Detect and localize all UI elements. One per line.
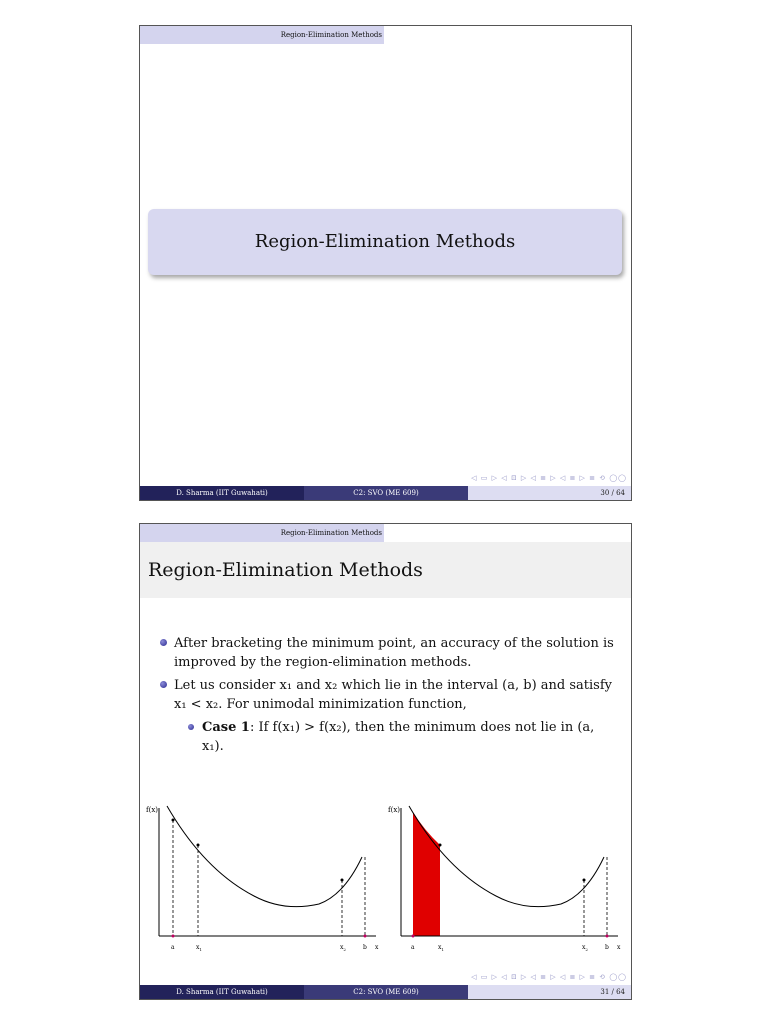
label-x: x [617,944,621,951]
footer-page: 31 / 64 [468,985,631,999]
footer-page: 30 / 64 [468,486,631,500]
label-x: x [375,944,379,951]
point-x1 [439,844,442,847]
bullet-item [160,676,620,714]
footer-course: C2: SVO (ME 609) [304,985,468,999]
fx-axis-label: f(x) [388,806,401,814]
top-bar [140,26,631,44]
label-x2: $x_2$ [582,944,588,952]
tick-b [364,935,367,938]
footer-course: C2: SVO (ME 609) [304,486,468,500]
section-title: Region-Elimination Methods [140,524,384,542]
slide-30 [139,25,632,501]
bullet-icon [188,724,194,730]
footer [140,985,631,999]
label-b: b [605,944,609,951]
section-title-box: Region-Elimination Methods [148,209,622,275]
bullet-list [160,634,620,756]
case-label: Case 1 [202,720,250,735]
function-curve [167,806,362,907]
footer-author: D. Sharma (IIT Guwahati) [140,985,304,999]
point-x1 [197,844,200,847]
label-a: a [411,944,415,951]
label-x2: $x_2$ [340,944,346,952]
beamer-nav-icons[interactable]: ◁ ▭ ▷ ◁ ⊡ ▷ ◁ ≣ ▷ ◁ ≣ ▷ ≣ ⟲ ◯◯ [471,973,627,981]
case-text: : If f(x₁) > f(x₂), then the minimum does not lie in (a, x₁). [202,720,595,754]
point-x2 [341,879,344,882]
beamer-nav-icons[interactable]: ◁ ▭ ▷ ◁ ⊡ ▷ ◁ ≣ ▷ ◁ ≣ ▷ ≣ ⟲ ◯◯ [471,474,627,482]
point-x2 [583,879,586,882]
frame-title: Region-Elimination Methods [140,542,631,598]
footer [140,486,631,500]
bullet-icon [160,639,167,646]
point-a [172,819,175,822]
section-title: Region-Elimination Methods [140,26,384,44]
graph-right [386,800,626,960]
label-a: a [171,944,175,951]
fx-axis-label: f(x) [146,806,159,814]
sub-bullet-item [160,718,620,756]
label-x1: $x_1$ [196,944,202,952]
bullet-icon [160,681,167,688]
label-x1: $x_1$ [438,944,444,952]
tick-b [606,935,609,938]
bullet-item [160,634,620,672]
top-bar [140,524,631,542]
label-b: b [363,944,367,951]
bullet-text: Let us consider x₁ and x₂ which lie in the interval (a, b) and satisfy x₁ < x₂. For unimodal minimization function, [174,678,612,712]
bullet-text: After bracketing the minimum point, an accuracy of the solution is improved by the region-elimination methods. [174,636,614,670]
eliminated-region [413,812,440,936]
slide-31 [139,523,632,1000]
footer-author: D. Sharma (IIT Guwahati) [140,486,304,500]
tick-a [172,935,175,938]
tick-a [412,935,415,938]
graph-left [144,800,384,960]
